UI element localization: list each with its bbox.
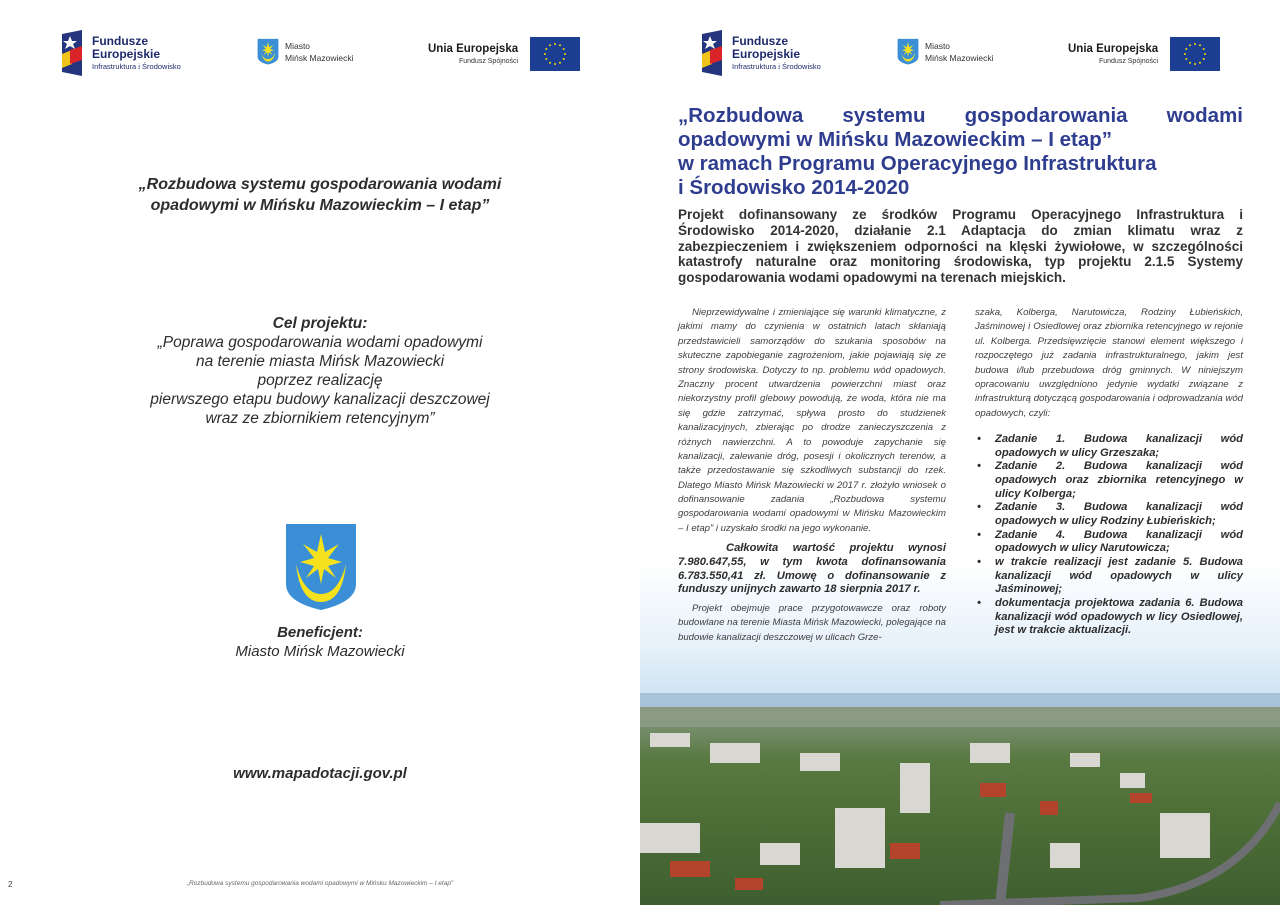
goal-line: na terenie miasta Mińsk Mazowiecki [195,352,445,370]
fe-flag-icon [700,30,724,76]
website-link[interactable]: www.mapadotacji.gov.pl [233,765,407,782]
aerial-city-photo [640,693,1280,905]
page-number: 2 [8,880,13,889]
project-goal [100,315,540,428]
paragraph: Nieprzewidywalne i zmieniające się warunki klimatyczne, z jakimi mamy do czynienia w ostatnich latach skłaniają przedstawicieli samorządów do szukania sposobów na skuteczne zapobieganie zagrożeniom, jakie pojawiają się ze strony środowiska. Dotyczy to np. problemu wód opadowych. Znaczny procent utwardzenia powierzchni miast oraz niekorzystny profil glebowy powodują, że woda, która nie ma się gdzie zatrzymać, spływa prosto do studzienek kanalizacyjnych, zbierając po drodze zanieczyszczenia z różnych nawierzchni. A to powoduje zapychanie się kanalizacji, zalewanie dróg, posesji i okolicznych terenów, a także przedostawanie się szkodliwych substancji do rzek. Dlatego Miasto Mińsk Mazowiecki w 2017 r. złożyło wniosek o dofinansowanie zadania „Rozbudowa systemu gospodarowania wodami opadowymi w Mińsku Mazowieckim – I etap” i uzyskało środki na jego wykonanie. [678,307,946,534]
task-item: • Zadanie 1. Budowa kanalizacji wód opadowych w ulicy Grzeszaka; [977,433,1243,459]
task-item: • dokumentacja projektowa zadania 6. Budowa kanalizacji wód opadowych w licy Osiedlowej, jest w trakcie aktualizacji. [977,597,1243,637]
fundusze-europejskie-logo [60,30,181,76]
task-item: • Zadanie 2. Budowa kanalizacji wód opadowych oraz zbiornika retencyjnego w ulicy Kolberga; [977,460,1243,500]
fe-line3: Infrastruktura i Środowisko [92,61,181,71]
bullet-icon: • [977,597,981,609]
eu-flag-icon [1170,37,1220,71]
beneficiary-name: Miasto Mińsk Mazowiecki [235,643,405,661]
heading-line: opadowymi w Mińsku Mazowieckim – I etap” [678,127,1113,151]
city-crest-icon [257,37,279,67]
ue-line1: Unia Europejska [428,43,519,55]
bullet-icon: • [977,556,981,569]
project-heading [678,104,1243,200]
text-column-left [678,306,946,645]
paragraph: Projekt obejmuje prace przygotowawcze oraz roboty budowlane na terenie Miasta Mińsk Mazowiecki, polegające na budowie kanalizacji deszczowej w ulicach Grze- [678,602,946,643]
task-list [975,433,1243,638]
logo-bar [60,30,585,80]
title-line: opadowymi w Mińsku Mazowieckim – I etap” [150,196,490,214]
heading-line: „Rozbudowa systemu gospodarowania wodami [678,104,1243,127]
goal-line: wraz ze zbiornikiem retencyjnym” [205,409,435,427]
project-title [100,175,540,217]
goal-line: pierwszego etapu budowy kanalizacji deszczowej [150,390,490,408]
task-item: • Zadanie 3. Budowa kanalizacji wód opadowych w ulicy Rodziny Łubieńskich; [977,501,1243,528]
mm-line2: Mińsk Mazowiecki [925,53,994,63]
mm-line1: Miasto [925,40,951,51]
right-page [640,0,1280,905]
fe-line2: Europejskie [92,47,161,62]
minsk-mazowiecki-logo [257,37,354,67]
bullet-icon: • [977,501,981,514]
text-column-right [975,306,1243,638]
heading-line: i Środowisko 2014-2020 [678,175,910,199]
minsk-mazowiecki-logo [897,37,994,67]
ue-line2: Fundusz Spójności [1098,58,1159,65]
fe-line2: Europejskie [732,47,801,62]
beneficiary [150,623,490,661]
city-crest-icon [284,522,358,614]
task-item: • Zadanie 4. Budowa kanalizacji wód opadowych w ulicy Narutowicza; [977,528,1243,555]
paragraph: szaka, Kolberga, Narutowicza, Rodziny Łubieńskich, Jaśminowej i Osiedlowej oraz zbiornika retencyjnego w rejonie ul. Kolberga. Przedsięwzięcie stanowi element większego i rozpoczętego już zadania infrastrukturalnego, jakim jest budowa i/lub przebudowa dróg gminnych. W niniejszym opracowaniu uwzględniono jedynie wydatki związane z infrastrukturą dotyczącą gospodarowania i odprowadzania wód opadowych, czyli: [975,307,1243,419]
ue-line2: Fundusz Spójności [458,58,519,65]
city-crest-icon [897,37,919,67]
bullet-icon: • [977,460,981,473]
bullet-icon: • [977,433,981,446]
unia-europejska-logo [1068,37,1220,71]
fe-line1: Fundusze [92,34,148,49]
funding-intro: Projekt dofinansowany ze środków Programu Operacyjnego Infrastruktura i Środowisko 2014-2020, działanie 2.1 Adaptacja do zmian klimatu wraz z zabezpieczeniem i zwiększeniem odporności na klęski żywiołowe, w szczególności katastrofy naturalne oraz monitoring środowiska, typ projektu 2.1.5 Systemy gospodarowania wodami opadowymi na terenach miejskich. [678,207,1243,286]
heading-line: w ramach Programu Operacyjnego Infrastruktura [678,151,1157,175]
mm-line1: Miasto [285,40,311,51]
fe-line1: Fundusze [732,34,788,49]
title-line: „Rozbudowa systemu gospodarowania wodami [138,176,502,193]
city-photo-illustration [640,693,1280,905]
mm-line2: Mińsk Mazowiecki [285,53,354,63]
footer-note: „Rozbudowa systemu gospodarowania wodami opadowymi w Mińsku Mazowieckim – I etap” [186,880,454,887]
bullet-icon: • [977,528,981,541]
fundusze-europejskie-logo [700,30,821,76]
goal-label: Cel projektu: [272,315,368,332]
ue-line1: Unia Europejska [1068,43,1159,55]
unia-europejska-logo [428,37,580,71]
fe-line3: Infrastruktura i Środowisko [732,61,821,71]
fe-flag-icon [60,30,84,76]
goal-line: „Poprawa gospodarowania wodami opadowymi [157,333,483,351]
project-value-paragraph: Całkowita wartość projektu wynosi 7.980.647,55, w tym kwota dofinansowania 6.783.550,41 zł. Umowę o dofinansowanie z funduszy unijnych zawarto 18 sierpnia 2017 r. [678,542,946,596]
goal-line: poprzez realizację [257,371,383,389]
logo-bar [700,30,1225,80]
beneficiary-label: Beneficjent: [277,624,363,641]
task-item: • w trakcie realizacji jest zadanie 5. Budowa kanalizacji wód opadowych w ulicy Jaśminowej; [977,556,1243,596]
eu-flag-icon [530,37,580,71]
